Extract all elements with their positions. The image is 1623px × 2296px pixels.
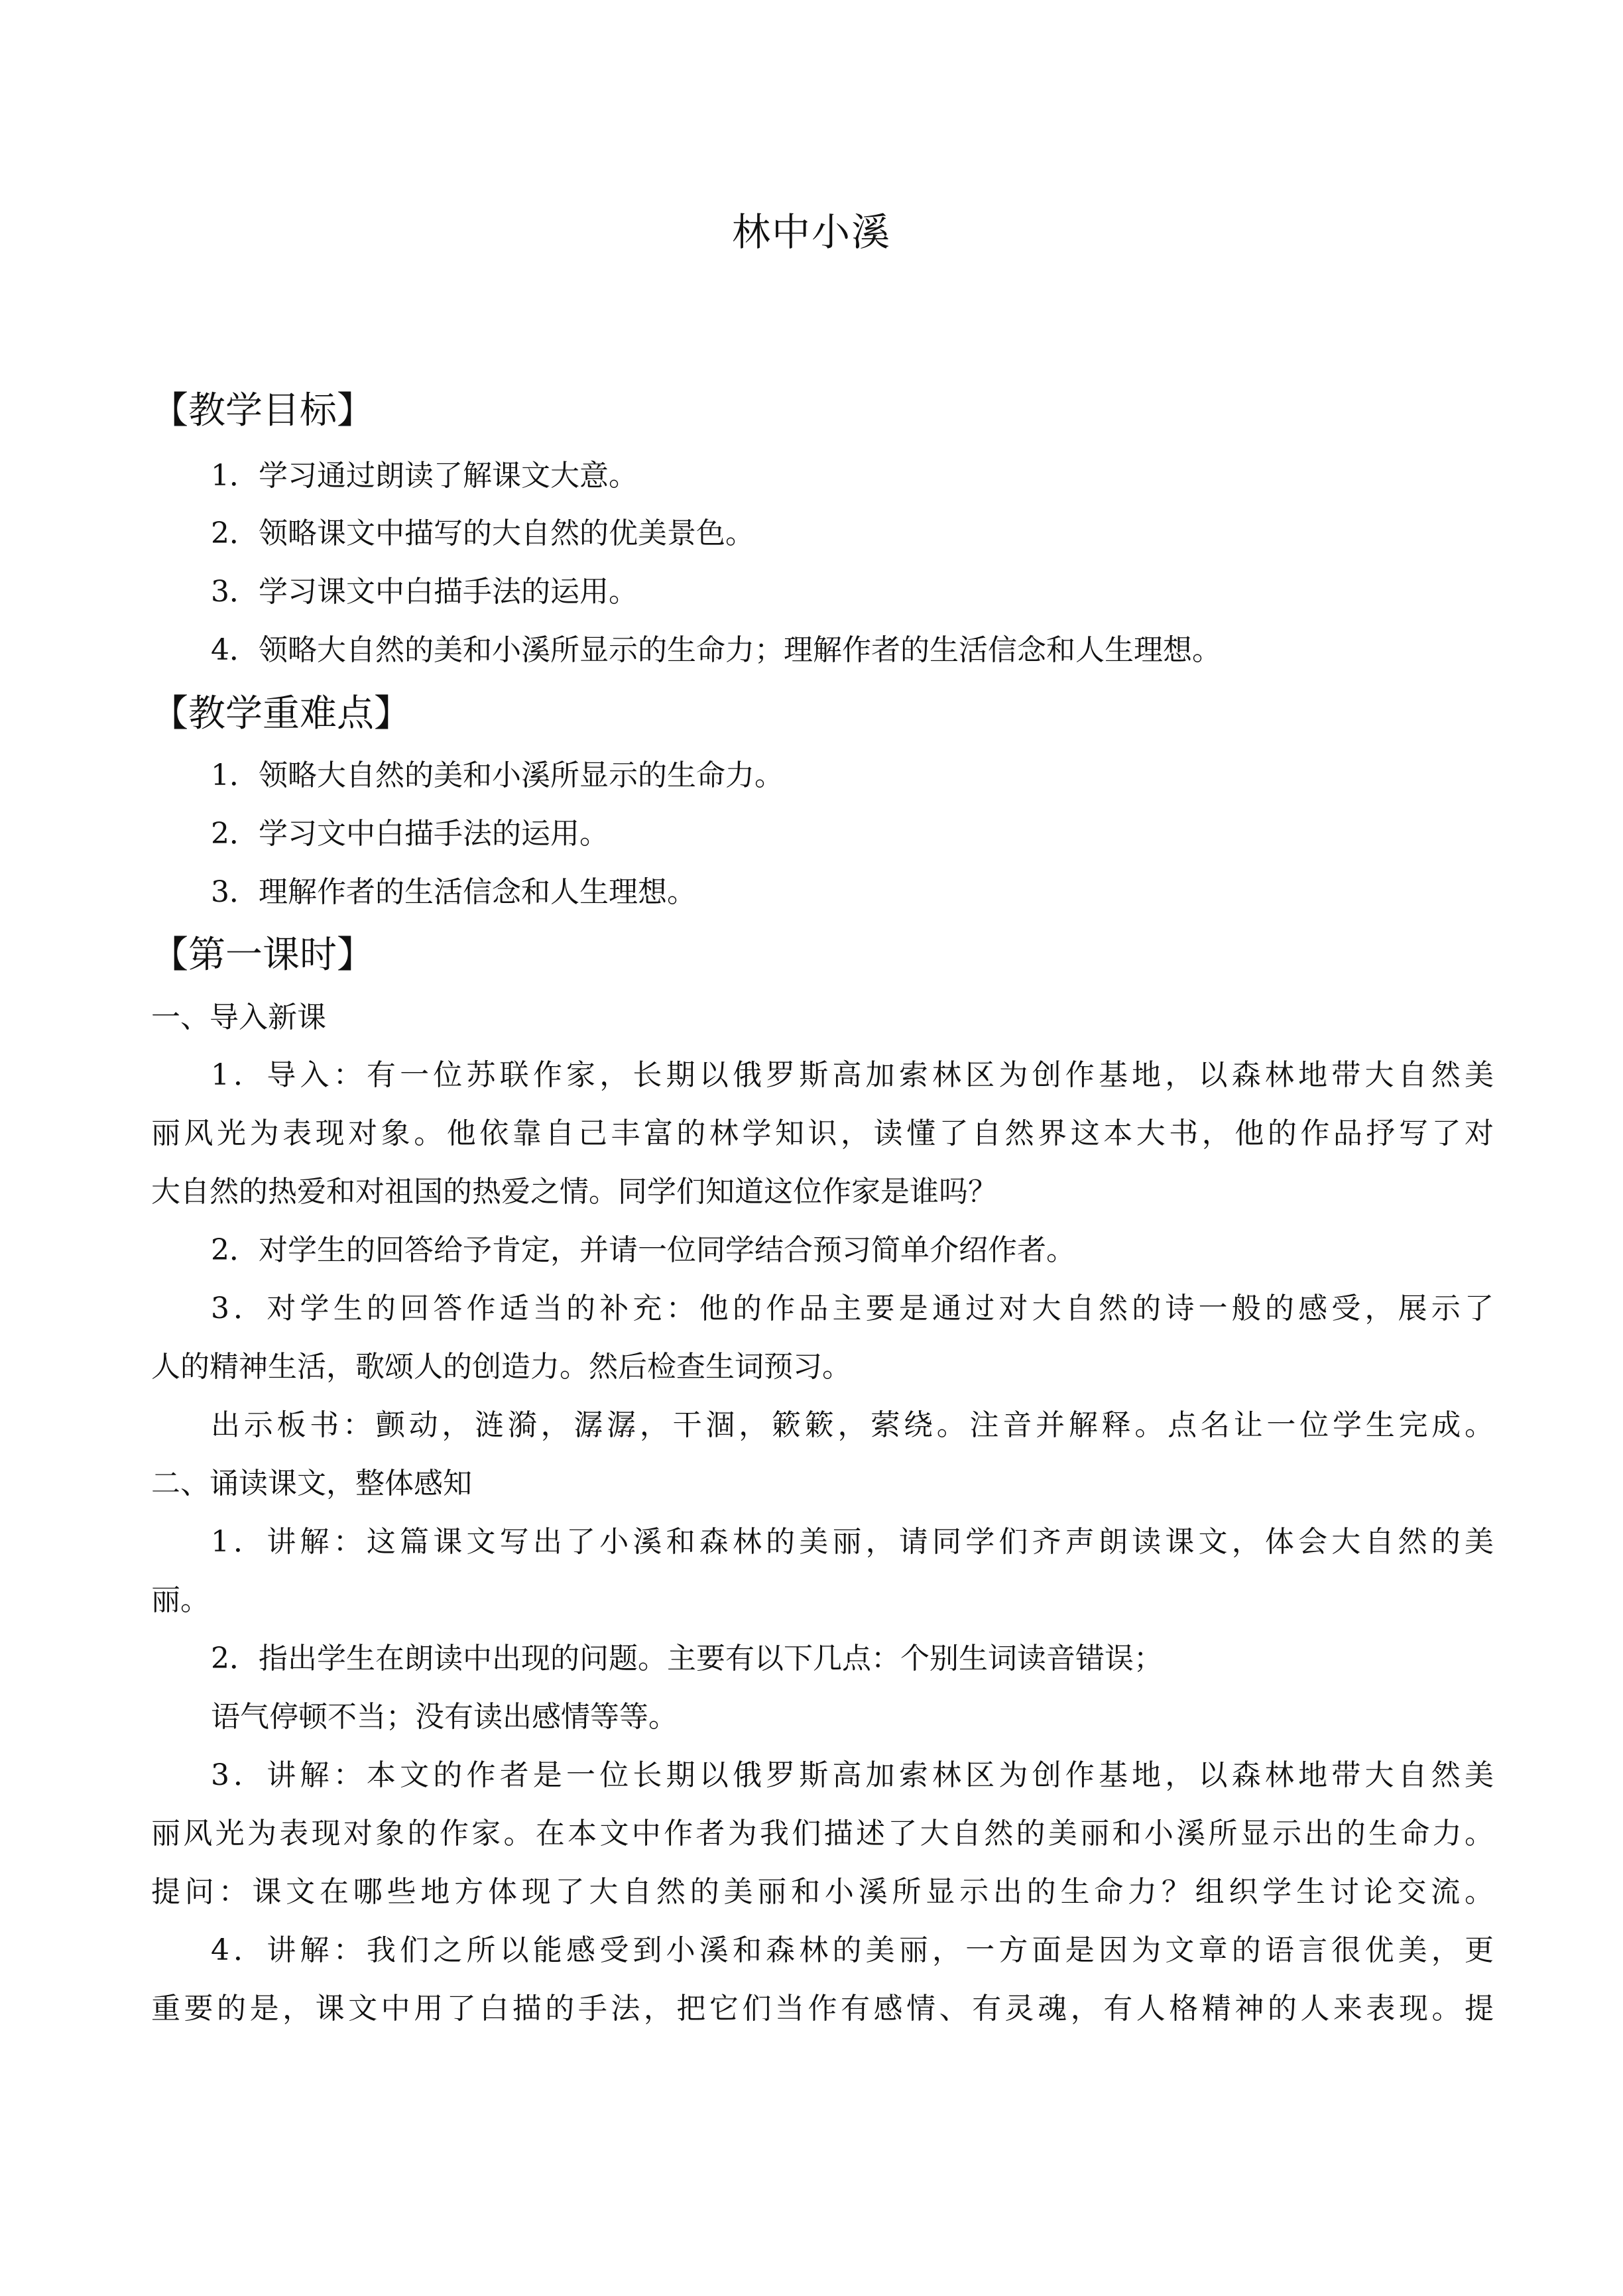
paragraph-line: 重要的是，课文中用了白描的手法，把它们当作有感情、有灵魂，有人格精神的人来表现。提 [151, 1992, 1494, 2025]
paragraph-line: 1．导入：有一位苏联作家，长期以俄罗斯高加索林区为创作基地，以森林地带大自然美 [211, 1058, 1494, 1092]
subsection-heading: 二、诵读课文，整体感知 [151, 1467, 472, 1500]
paragraph-line: 提问：课文在哪些地方体现了大自然的美丽和小溪所显示出的生命力？组织学生讨论交流。 [151, 1875, 1494, 1909]
subsection-heading: 一、导入新课 [151, 1000, 326, 1034]
paragraph-line: 人的精神生活，歌颂人的创造力。然后检查生词预习。 [151, 1350, 851, 1384]
section-heading-first-lesson: 【第一课时】 [151, 934, 374, 977]
paragraph-line: 丽。 [151, 1583, 210, 1617]
paragraph-line: 丽风光为表现对象。他依靠自己丰富的林学知识，读懂了自然界这本大书，他的作品抒写了对 [151, 1117, 1494, 1150]
paragraph-line: 2．对学生的回答给予肯定，并请一位同学结合预习简单介绍作者。 [211, 1233, 1075, 1267]
paragraph-line: 语气停顿不当；没有读出感情等等。 [211, 1700, 678, 1734]
paragraph-line: 1．领略大自然的美和小溪所显示的生命力。 [211, 758, 784, 792]
paragraph-line: 3．讲解：本文的作者是一位长期以俄罗斯高加索林区为创作基地，以森林地带大自然美 [211, 1758, 1494, 1792]
section-heading-key-points: 【教学重难点】 [151, 692, 411, 735]
paragraph-line: 3．理解作者的生活信念和人生理想。 [211, 875, 696, 909]
paragraph-line: 1．学习通过朗读了解课文大意。 [211, 459, 638, 493]
paragraph-line: 2．领略课文中描写的大自然的优美景色。 [211, 516, 754, 550]
paragraph-line: 大自然的热爱和对祖国的热爱之情。同学们知道这位作家是谁吗？ [151, 1175, 997, 1209]
document-title: 林中小溪 [731, 210, 891, 255]
paragraph-line: 3．学习课文中白描手法的运用。 [211, 575, 638, 609]
paragraph-line: 出示板书：颤动，涟漪，潺潺，干涸，簌簌，萦绕。注音并解释。点名让一位学生完成。 [211, 1408, 1494, 1442]
paragraph-line: 2．指出学生在朗读中出现的问题。主要有以下几点：个别生词读音错误； [211, 1642, 1163, 1675]
paragraph-line: 2．学习文中白描手法的运用。 [211, 817, 609, 851]
paragraph-line: 1．讲解：这篇课文写出了小溪和森林的美丽，请同学们齐声朗读课文，体会大自然的美 [211, 1525, 1494, 1559]
section-heading-teaching-goals: 【教学目标】 [151, 389, 374, 432]
paragraph-line: 4．讲解：我们之所以能感受到小溪和森林的美丽，一方面是因为文章的语言很优美，更 [211, 1933, 1494, 1967]
paragraph-line: 3．对学生的回答作适当的补充：他的作品主要是通过对大自然的诗一般的感受，展示了 [211, 1292, 1494, 1325]
paragraph-line: 4．领略大自然的美和小溪所显示的生命力；理解作者的生活信念和人生理想。 [211, 633, 1221, 667]
paragraph-line: 丽风光为表现对象的作家。在本文中作者为我们描述了大自然的美丽和小溪所显示出的生命力。 [151, 1817, 1494, 1850]
